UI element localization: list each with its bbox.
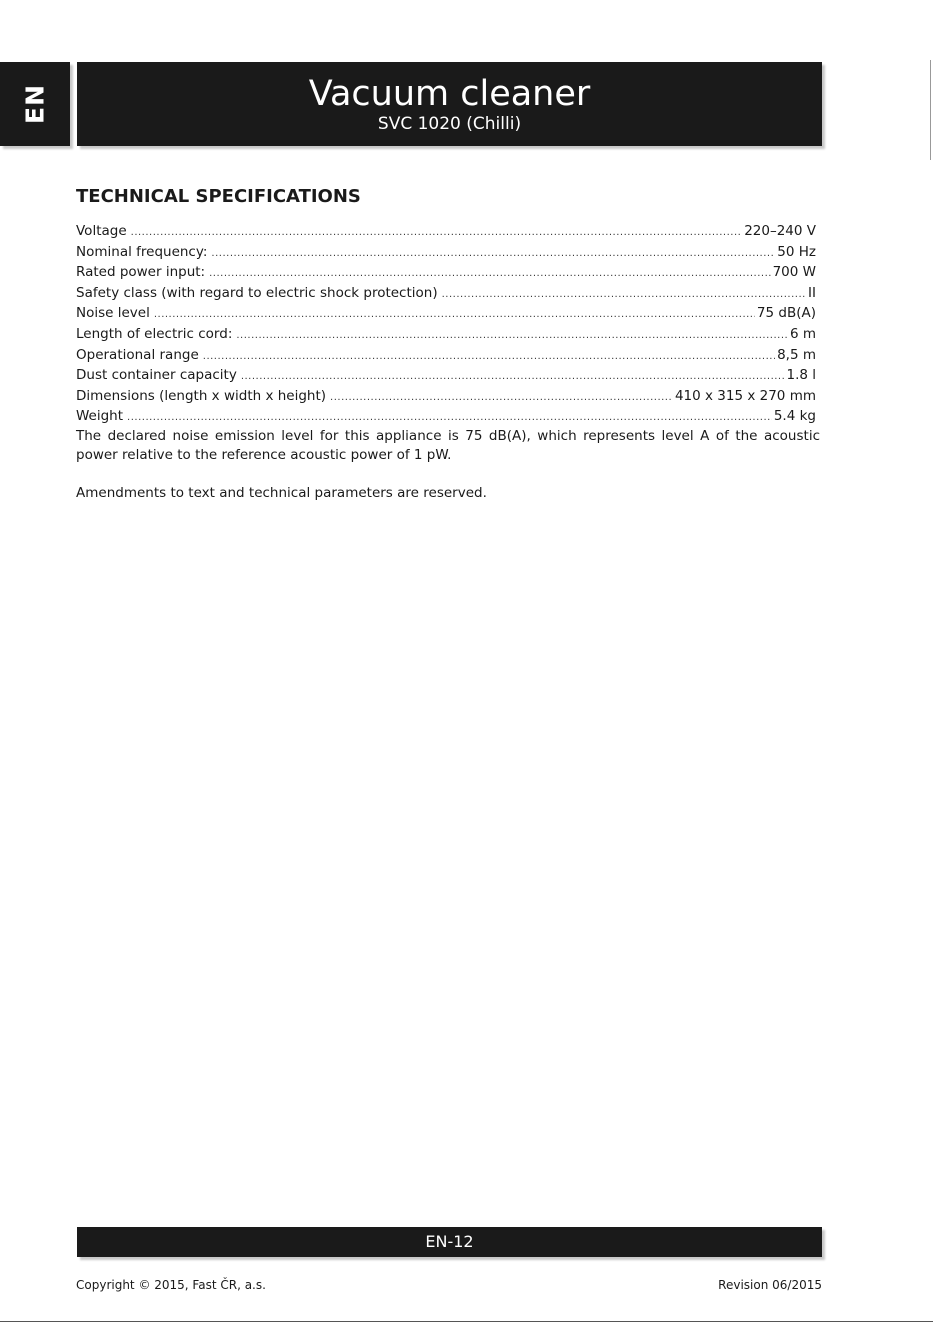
dot-leader xyxy=(203,348,775,367)
spec-row xyxy=(76,304,816,325)
page-title: Vacuum cleaner xyxy=(308,74,591,114)
spec-value: 1.8 l xyxy=(786,367,816,384)
spec-label: Voltage xyxy=(76,223,127,239)
language-code: EN xyxy=(20,83,50,125)
model-subtitle: SVC 1020 (Chilli) xyxy=(377,114,522,134)
dot-leader xyxy=(211,245,775,264)
spec-row xyxy=(76,366,816,387)
spec-label: Dust container capacity xyxy=(76,367,237,384)
copyright: Copyright © 2015, Fast ČR, a.s. xyxy=(76,1278,266,1292)
spec-value: 220–240 V xyxy=(744,223,816,239)
language-tab xyxy=(0,62,70,146)
dot-leader xyxy=(442,286,806,305)
spec-value: 50 Hz xyxy=(777,243,816,260)
spec-row xyxy=(76,243,816,264)
spec-label: Rated power input: xyxy=(76,264,206,281)
bottom-rule xyxy=(0,1321,933,1322)
spec-row xyxy=(76,387,816,408)
section-heading: TECHNICAL SPECIFICATIONS xyxy=(76,186,361,207)
dot-leader xyxy=(330,389,673,408)
spec-row xyxy=(76,263,816,284)
dot-leader xyxy=(154,306,755,325)
spec-value: 6 m xyxy=(789,325,816,342)
spec-label: Length of electric cord: xyxy=(76,325,233,342)
spec-value: 410 x 315 x 270 mm xyxy=(674,387,816,404)
spec-value: 5.4 kg xyxy=(773,408,816,425)
spec-label: Dimensions (length x width x height) xyxy=(76,387,327,404)
spec-row xyxy=(76,325,816,346)
spec-value: 75 dB(A) xyxy=(756,305,816,322)
spec-label: Safety class (with regard to electric shock protection) xyxy=(76,284,438,301)
footer-bar xyxy=(77,1227,822,1257)
spec-value: 8,5 m xyxy=(777,346,816,363)
spec-value: 700 W xyxy=(772,264,816,281)
spec-row xyxy=(76,222,816,243)
noise-paragraph: The declared noise emission level for this appliance is 75 dB(A), which represents level A of the acoustic power relative to the reference acoustic power of 1 pW. xyxy=(76,428,820,463)
dot-leader xyxy=(209,265,770,284)
dot-leader xyxy=(241,368,785,387)
spec-label: Operational range xyxy=(76,346,199,363)
dot-leader xyxy=(127,409,772,428)
spec-label: Noise level xyxy=(76,305,150,322)
spec-row xyxy=(76,407,816,428)
spec-row xyxy=(76,284,816,305)
page-number: EN-12 xyxy=(425,1232,474,1251)
header-bar xyxy=(77,62,822,146)
spec-label: Nominal frequency: xyxy=(76,243,208,260)
dot-leader xyxy=(131,224,743,243)
spec-label: Weight xyxy=(76,408,124,425)
spec-list xyxy=(76,222,816,428)
spec-value: II xyxy=(808,284,816,301)
revision: Revision 06/2015 xyxy=(718,1278,822,1292)
amendments-paragraph: Amendments to text and technical parameters are reserved. xyxy=(76,485,487,501)
edge-line xyxy=(930,60,931,160)
dot-leader xyxy=(236,327,788,346)
spec-row xyxy=(76,346,816,367)
